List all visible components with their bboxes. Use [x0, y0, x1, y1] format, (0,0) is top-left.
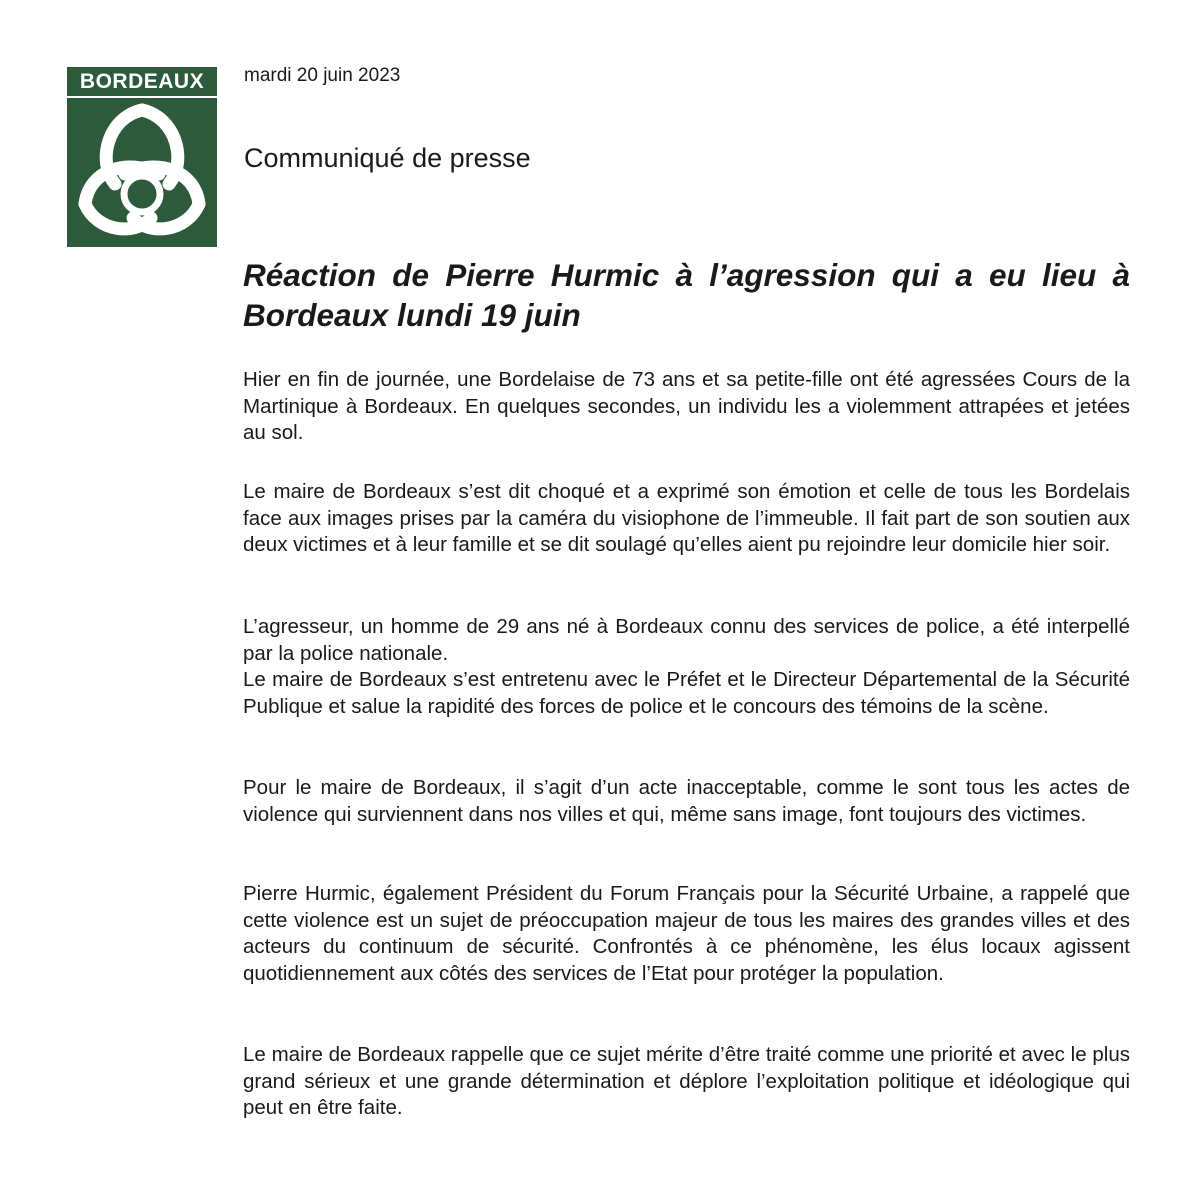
paragraph-2 — [243, 479, 1130, 559]
paragraph-text: Pour le maire de Bordeaux, il s’agit d’un acte inacceptable, comme le sont tous les actes de violence qui surviennent dans nos villes et qui, même sans image, font toujours des victimes. — [243, 776, 1130, 826]
paragraph-6 — [243, 1042, 1130, 1122]
logo-text: BORDEAUX — [79, 70, 205, 93]
paragraph-text: Le maire de Bordeaux s’est dit choqué et a exprimé son émotion et celle de tous les Bordelais face aux images prises par la caméra du visiophone de l’immeuble. Il fait part de son soutien aux deux victimes et à leur famille et se dit soulagé qu’elles aient pu rejoindre leur domicile hier soir. — [243, 480, 1130, 556]
paragraph-text: Le maire de Bordeaux rappelle que ce sujet mérite d’être traité comme une priorité et avec le plus grand sérieux et une grande détermination et déplore l’exploitation politique et idéologique qui peut en être faite. — [243, 1043, 1130, 1119]
triquetra-emblem-icon — [67, 100, 217, 247]
paragraph-1 — [243, 367, 1130, 447]
logo-divider — [67, 96, 217, 98]
paragraph-4 — [243, 775, 1130, 828]
paragraph-text: Le maire de Bordeaux s’est entretenu avec le Préfet et le Directeur Départemental de la Sécurité Publique et salue la rapidité des forces de police et le concours des témoins de la scène. — [243, 668, 1130, 718]
press-release-date: mardi 20 juin 2023 — [244, 65, 401, 86]
document-type: Communiqué de presse — [244, 143, 531, 173]
paragraph-text: Pierre Hurmic, également Président du Forum Français pour la Sécurité Urbaine, a rappelé que cette violence est un sujet de préoccupation majeur de tous les maires des grandes villes et des acteurs du continuum de sécurité. Confrontés à ce phénomène, les élus locaux agissent quotidiennement aux côtés des services de l’Etat pour protéger la population. — [243, 882, 1130, 985]
paragraph-text: L’agresseur, un homme de 29 ans né à Bordeaux connu des services de police, a été interpellé par la police nationale. — [243, 615, 1130, 665]
paragraph-5 — [243, 881, 1130, 987]
paragraph-text: Hier en fin de journée, une Bordelaise de 73 ans et sa petite-fille ont été agressées Cours de la Martinique à Bordeaux. En quelques secondes, un individu les a violemment attrapées et jetées au sol. — [243, 368, 1130, 444]
bordeaux-logo — [67, 67, 217, 247]
press-release-title: Réaction de Pierre Hurmic à l’agression qui a eu lieu à Bordeaux lundi 19 juin — [243, 257, 1130, 333]
paragraph-3 — [243, 614, 1130, 720]
